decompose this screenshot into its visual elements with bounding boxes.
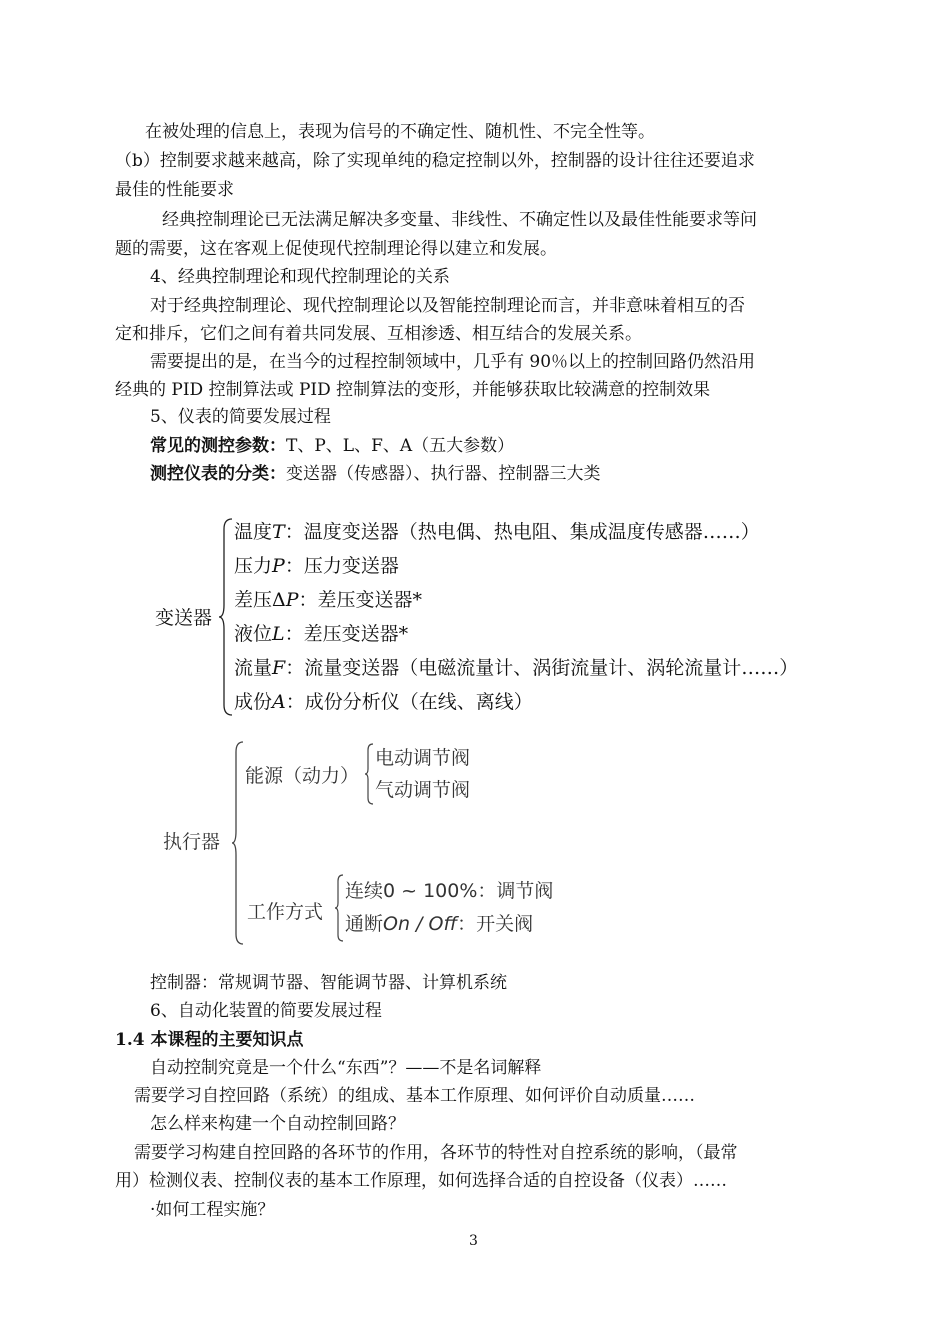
paragraph-line: 对于经典控制理论、现代控制理论以及智能控制理论而言，并非意味着相互的否 — [150, 296, 745, 316]
section-heading: 1.4 本课程的主要知识点 — [115, 1030, 304, 1050]
mode-item-onoff-prefix: 通断 — [345, 913, 384, 935]
params-text: T、P、L、F、A（五大参数） — [286, 436, 515, 456]
answer-line: 需要学习自控回路（系统）的组成、基本工作原理、如何评价自动质量…… — [134, 1086, 695, 1106]
transmitter-item — [234, 621, 408, 647]
transmitter-item-symbol: T — [272, 521, 285, 543]
transmitter-label: 变送器 — [155, 607, 213, 629]
transmitter-item-name: 成份 — [234, 691, 273, 713]
mode-item-onoff-symbol: On / Off — [383, 913, 458, 935]
mode-label: 工作方式 — [247, 901, 324, 923]
paragraph-line: 经典的 PID 控制算法或 PID 控制算法的变形，并能够获取比较满意的控制效果 — [115, 380, 711, 400]
classification-text: 变送器（传感器）、执行器、控制器三大类 — [286, 464, 601, 484]
classification-line — [150, 463, 601, 485]
mode-item-continuous: 连续0 ~ 100%：调节阀 — [345, 880, 554, 902]
actuator-brace — [231, 740, 245, 946]
transmitter-item-symbol: F — [272, 657, 286, 679]
transmitter-item-desc: ：差压变送器* — [298, 589, 423, 611]
transmitter-brace — [218, 517, 234, 717]
transmitter-item-name: 流量 — [234, 657, 273, 679]
page-number: 3 — [469, 1233, 478, 1249]
question-line: 自动控制究竟是一个什么“东西”？——不是名词解释 — [150, 1058, 542, 1078]
heading-6: 6、自动化装置的简要发展过程 — [150, 1001, 382, 1021]
energy-label: 能源（动力） — [245, 765, 360, 787]
energy-brace — [364, 742, 374, 806]
transmitter-item — [234, 689, 533, 715]
paragraph-line: 定和排斥，它们之间有着共同发展、互相渗透、相互结合的发展关系。 — [115, 324, 642, 344]
paragraph-line: 最佳的性能要求 — [115, 180, 234, 200]
transmitter-item-desc: ：温度变送器（热电偶、热电阻、集成温度传感器……） — [284, 521, 760, 543]
energy-item-electric: 电动调节阀 — [375, 747, 471, 769]
energy-item-pneumatic: 气动调节阀 — [375, 779, 471, 801]
transmitter-item-symbol: P — [272, 555, 285, 577]
paragraph-line: 需要提出的是，在当今的过程控制领域中，几乎有 90％以上的控制回路仍然沿用 — [150, 352, 756, 372]
transmitter-item-name: 温度 — [234, 521, 273, 543]
actuator-label: 执行器 — [163, 831, 221, 853]
classification-label: 测控仪表的分类： — [150, 464, 286, 484]
transmitter-item-symbol: L — [272, 623, 285, 645]
transmitter-item-symbol: A — [272, 691, 286, 713]
controller-line: 控制器：常规调节器、智能调节器、计算机系统 — [150, 973, 507, 993]
transmitter-item-desc: ：压力变送器 — [284, 555, 399, 577]
paragraph-line: （b）控制要求越来越高，除了实现单纯的稳定控制以外，控制器的设计往往还要追求 — [115, 151, 755, 171]
answer-line: 用）检测仪表、控制仪表的基本工作原理，如何选择合适的自控设备（仪表）…… — [115, 1171, 727, 1191]
transmitter-item-symbol: P — [285, 589, 299, 611]
transmitter-item-name: 压力 — [234, 555, 273, 577]
question-line: 怎么样来构建一个自动控制回路？ — [150, 1114, 405, 1134]
mode-brace — [334, 873, 344, 943]
transmitter-item-desc: ：差压变送器* — [284, 623, 409, 645]
paragraph-line: 题的需要，这在客观上促使现代控制理论得以建立和发展。 — [115, 239, 557, 259]
transmitter-item — [234, 655, 798, 681]
transmitter-item-name: 液位 — [234, 623, 273, 645]
transmitter-item — [234, 519, 760, 545]
paragraph-line: 在被处理的信息上，表现为信号的不确定性、随机性、不完全性等。 — [145, 122, 655, 142]
params-label: 常见的测控参数： — [150, 436, 286, 456]
transmitter-item — [234, 587, 422, 613]
answer-line: 需要学习构建自控回路的各环节的作用，各环节的特性对自控系统的影响，（最常 — [134, 1143, 738, 1163]
params-line — [150, 435, 514, 457]
question-line: ·如何工程实施？ — [150, 1200, 275, 1220]
transmitter-item-desc: ：流量变送器（电磁流量计、涡街流量计、涡轮流量计……） — [285, 657, 799, 679]
transmitter-item-name: 差压Δ — [234, 589, 286, 611]
heading-5: 5、仪表的简要发展过程 — [150, 407, 331, 427]
mode-item-onoff — [345, 911, 533, 937]
transmitter-item — [234, 553, 399, 579]
transmitter-item-desc: ：成份分析仪（在线、离线） — [285, 691, 533, 713]
paragraph-line: 经典控制理论已无法满足解决多变量、非线性、不确定性以及最佳性能要求等问 — [162, 210, 757, 230]
heading-4: 4、经典控制理论和现代控制理论的关系 — [150, 267, 450, 287]
mode-item-onoff-suffix: ：开关阀 — [457, 913, 534, 935]
